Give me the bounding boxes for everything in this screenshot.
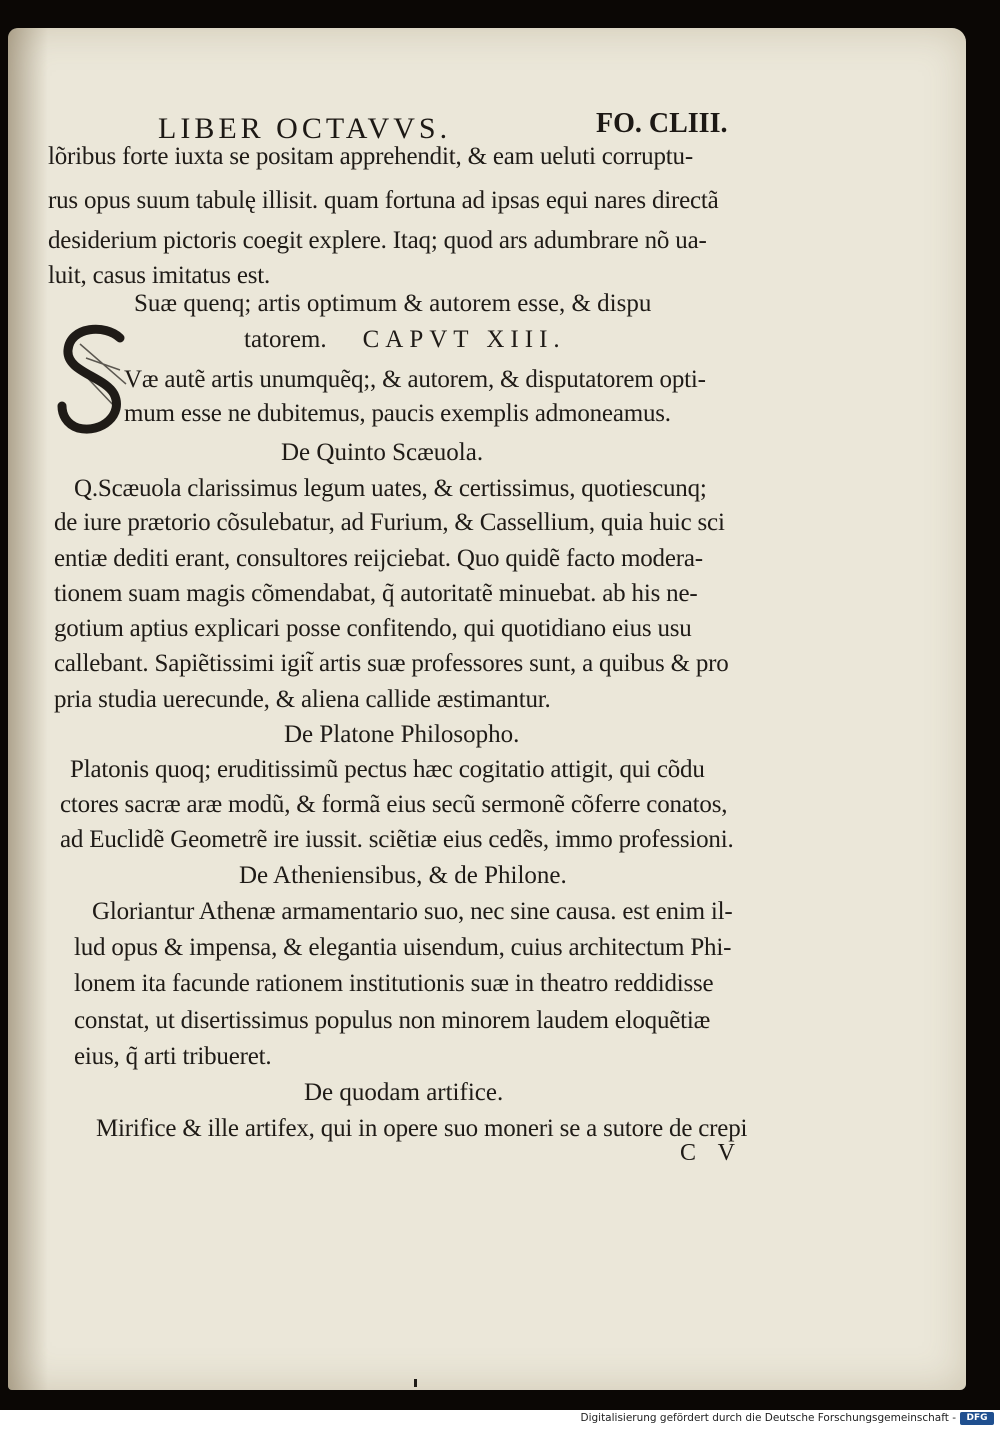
text-line: Q.Scæuola clarissimus legum uates, & certissimus, quotiescunq;	[74, 475, 707, 502]
text-line: Platonis quoq; eruditissimũ pectus hæc cogitatio attigit, qui cõdu	[70, 756, 705, 783]
text-line: eius, q̃ arti tribueret.	[74, 1043, 272, 1070]
section-heading: De Platone Philosopho.	[284, 721, 520, 748]
text-line: desiderium pictoris coegit explere. Itaq; quod ars adumbrare nõ ua-	[48, 227, 707, 254]
text-line: lonem ita facunde rationem institutionis suæ in theatro reddidisse	[74, 970, 714, 997]
text-line: lõribus forte iuxta se positam apprehendit, & eam ueluti corruptu-	[48, 143, 693, 170]
text-line: ctores sacræ aræ modũ, & formã eius secũ sermonẽ cõferre conatos,	[60, 791, 728, 818]
chapter-title-end: tatorem.	[244, 326, 327, 353]
text-line: constat, ut disertissimus populus non minorem laudem eloquẽtiæ	[74, 1007, 711, 1034]
text-line: tionem suam magis cõmendabat, q̃ autoritatẽ minuebat. ab his ne-	[54, 580, 698, 607]
book-page	[8, 28, 966, 1390]
signature-mark: C V	[680, 1140, 743, 1166]
footer-credit: Digitalisierung gefördert durch die Deutsche Forschungsgemeinschaft -	[580, 1412, 956, 1424]
ink-mark	[414, 1379, 417, 1387]
text-line: pria studia uerecunde, & aliena callide æstimantur.	[54, 686, 551, 713]
section-heading: De Atheniensibus, & de Philone.	[239, 862, 567, 889]
section-heading: De Quinto Scæuola.	[281, 439, 484, 466]
text-line: luit, casus imitatus est.	[48, 262, 271, 289]
text-line: Gloriantur Athenæ armamentario suo, nec sine causa. est enim il-	[92, 898, 733, 925]
text-line: Væ autẽ artis unumquẽq;, & autorem, & disputatorem opti-	[124, 366, 706, 393]
text-line: ad Euclidẽ Geometrẽ ire iussit. sciẽtiæ eius cedẽs, immo professioni.	[60, 826, 734, 853]
chapter-title-line-2	[244, 326, 566, 354]
footer-bar	[0, 1410, 1000, 1429]
chapter-number: CAPVT XIII.	[362, 326, 566, 353]
text-line: callebant. Sapiẽtissimi igit̃ artis suæ professores sunt, a quibus & pro	[54, 650, 729, 677]
text-line: mum esse ne dubitemus, paucis exemplis admoneamus.	[124, 400, 671, 427]
chapter-title: Suæ quenq; artis optimum & autorem esse, & dispu	[134, 290, 652, 317]
text-line: lud opus & impensa, & elegantia uisendum, cuius architectum Phi-	[74, 934, 732, 961]
folio-number: FO. CLIII.	[596, 108, 728, 139]
running-head: LIBER OCTAVVS.	[158, 112, 452, 145]
dfg-logo: DFG	[960, 1412, 994, 1425]
text-line: rus opus suum tabulę illisit. quam fortuna ad ipsas equi nares directã	[48, 187, 719, 214]
text-line: gotium aptius explicari posse confitendo, qui quotidiano eius usu	[54, 615, 692, 642]
text-line: Mirifice & ille artifex, qui in opere suo moneri se a sutore de crepi	[96, 1115, 748, 1142]
text-line: entiæ dediti erant, consultores reijciebat. Quo quidẽ facto modera-	[54, 545, 703, 572]
text-line: de iure prætorio cõsulebatur, ad Furium, & Cassellium, quia huic sci	[54, 509, 725, 536]
section-heading: De quodam artifice.	[304, 1079, 504, 1106]
